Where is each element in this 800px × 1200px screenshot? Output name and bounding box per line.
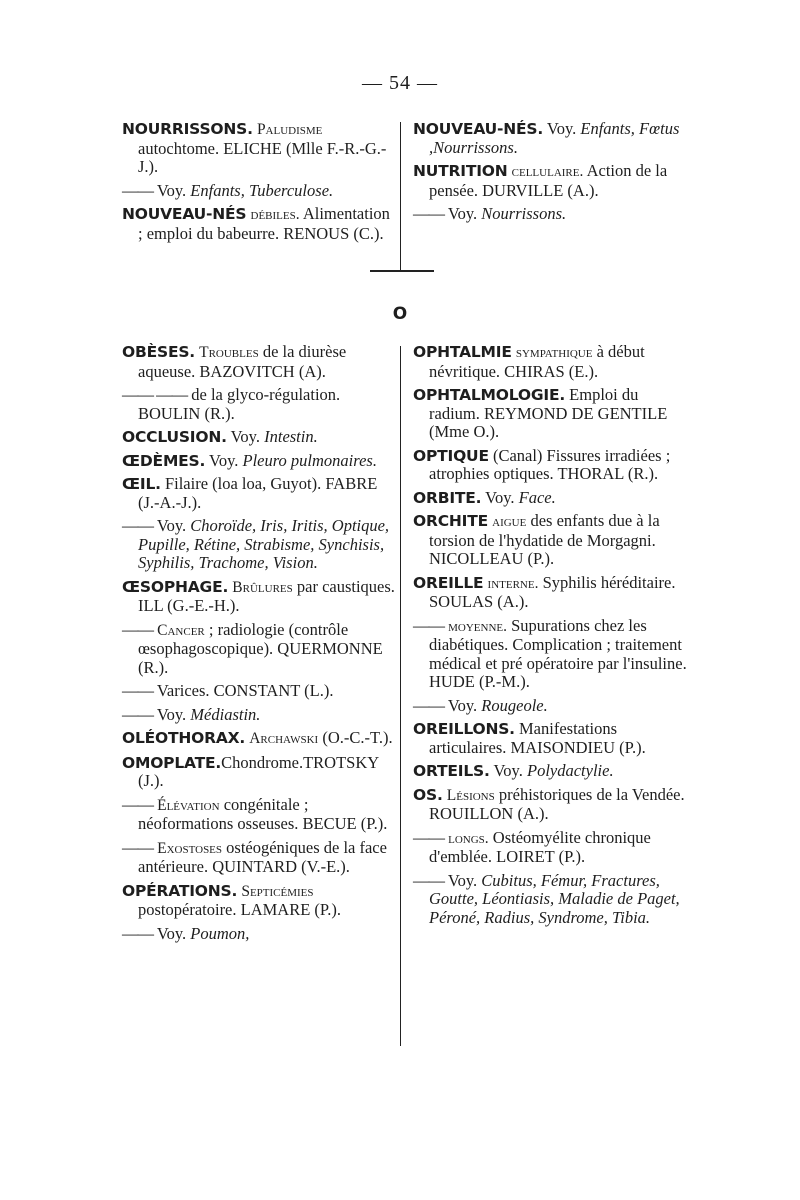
top-right-column xyxy=(413,120,688,229)
entry-dash: —— xyxy=(122,794,153,814)
index-entry xyxy=(122,754,397,791)
index-entry xyxy=(413,829,688,867)
entry-headword: ŒDÈMES. xyxy=(122,451,206,470)
index-entry xyxy=(413,574,688,612)
top-left-column xyxy=(122,120,397,248)
entry-text: Alimentation ; emploi du babeurre. RENOUS (C.). xyxy=(138,204,390,243)
entry-subhead: Septicémies xyxy=(241,882,314,900)
entry-text: Voy. xyxy=(481,487,519,507)
main-right-column xyxy=(413,343,688,932)
entry-dash: —— xyxy=(122,619,153,639)
entry-text: Voy. xyxy=(543,119,581,138)
entry-headword: OREILLE xyxy=(413,573,484,592)
entry-text: ; radiologie (contrôle œsophagoscopique). QUERMONNE (R.). xyxy=(138,619,383,677)
index-entry xyxy=(413,697,688,716)
entry-text: Voy. xyxy=(226,427,265,446)
index-entry xyxy=(122,796,397,834)
entry-text: Voy. xyxy=(489,761,527,780)
index-entry xyxy=(413,162,688,200)
index-entry xyxy=(122,839,397,877)
entry-headword: OBÈSES. xyxy=(122,343,195,361)
entry-dash: —— xyxy=(413,204,444,223)
entry-text: Voy. xyxy=(205,450,243,470)
entry-headword: ŒSOPHAGE. xyxy=(122,577,229,596)
entry-dash: —— xyxy=(122,704,153,724)
entry-text: Voy. xyxy=(153,704,191,724)
entry-subhead: interne. xyxy=(487,574,539,592)
entry-crossref: Intestin. xyxy=(264,427,318,446)
entry-dash: —— —— xyxy=(122,385,188,404)
index-entry xyxy=(122,343,397,381)
entry-headword: NOURRISSONS. xyxy=(122,120,253,138)
entry-subhead: Brûlures xyxy=(232,578,293,596)
entry-headword: OPTIQUE xyxy=(413,446,489,465)
entry-text: Voy. xyxy=(444,204,482,223)
entry-text: ostéogéniques de la face antérieure. QUINTARD (V.-E.). xyxy=(138,837,387,876)
index-entry xyxy=(413,205,688,224)
index-entry xyxy=(122,182,397,201)
index-entry xyxy=(122,682,397,701)
entry-headword: OPHTALMIE xyxy=(413,343,512,361)
entry-text: préhistoriques de la Vendée. ROUILLON (A.). xyxy=(429,784,685,823)
section-rule xyxy=(370,270,434,272)
index-entry xyxy=(413,786,688,824)
entry-subhead: Élévation xyxy=(157,796,220,814)
index-entry xyxy=(122,925,397,944)
index-entry xyxy=(122,120,397,177)
entry-dash: —— xyxy=(413,827,444,847)
index-entry xyxy=(413,489,688,508)
entry-text: autochtome. ELICHE (Mlle F.-R.-G.-J.). xyxy=(138,138,387,176)
entry-crossref: Pleuro pulmonaires. xyxy=(242,450,377,470)
entry-crossref: Polydactylie. xyxy=(526,761,614,780)
entry-headword: OREILLONS. xyxy=(413,720,515,738)
index-entry xyxy=(413,762,688,781)
page-number: — 54 — xyxy=(362,72,438,94)
index-entry xyxy=(122,578,397,616)
column-divider-top xyxy=(400,122,401,270)
entry-subhead: aigue xyxy=(492,513,527,530)
entry-subhead: Cancer xyxy=(157,621,205,639)
entry-text: congénitale ; néoformations osseuses. BECUE (P.). xyxy=(138,794,388,833)
entry-text: Voy. xyxy=(444,870,482,890)
entry-headword: ORBITE. xyxy=(413,488,482,507)
entry-dash: —— xyxy=(122,837,153,857)
entry-headword: ŒIL. xyxy=(122,475,161,493)
entry-crossref: Enfants, Tuberculose. xyxy=(190,180,334,200)
entry-crossref: Nourrissons. xyxy=(481,204,567,223)
index-entry xyxy=(122,706,397,725)
index-entry xyxy=(413,447,688,484)
entry-text: Chondrome.TROTSKY (J.). xyxy=(138,752,379,790)
entry-text: Ostéomyélite chronique d'emblée. LOIRET (P.). xyxy=(429,827,651,866)
entry-headword: NUTRITION xyxy=(413,162,508,180)
entry-crossref: Choroïde, Iris, Iritis, Optique, Pupille, Rétine, Strabisme, Synchisis, Syphilis, Trachome, Vision. xyxy=(138,516,390,572)
section-letter: O xyxy=(392,304,408,324)
entry-text: Manifestations articulaires. MAISONDIEU (P.). xyxy=(429,719,646,757)
entry-subhead: Exostoses xyxy=(157,839,223,857)
index-entry xyxy=(413,512,688,569)
entry-text: par caustiques. ILL (G.-E.-H.). xyxy=(138,576,395,615)
entry-text: Emploi du radium. REYMOND DE GENTILE (Mme O.). xyxy=(429,385,668,441)
entry-dash: —— xyxy=(122,180,153,200)
index-entry xyxy=(122,205,397,243)
entry-dash: —— xyxy=(122,681,153,700)
entry-text: postopératoire. LAMARE (P.). xyxy=(138,900,342,919)
entry-headword: OPÉRATIONS. xyxy=(122,881,238,900)
entry-subhead: débiles. xyxy=(250,206,300,223)
entry-text: à début névritique. CHIRAS (E.). xyxy=(429,342,645,381)
index-entry xyxy=(413,617,688,692)
entry-subhead: sympathique xyxy=(515,344,593,361)
index-entry xyxy=(122,452,397,471)
index-entry xyxy=(413,720,688,757)
entry-crossref: Cubitus, Fémur, Fractures, Goutte, Léontiasis, Maladie de Paget, Péroné, Radius, Syndrome, Tibia. xyxy=(429,870,680,927)
entry-crossref: Enfants, Fœtus ,Nourrissons. xyxy=(429,119,680,157)
entry-headword: OLÉOTHORAX. xyxy=(122,729,246,747)
entry-subhead: Paludisme xyxy=(256,121,323,138)
entry-headword: NOUVEAU-NÉS xyxy=(122,205,247,223)
index-entry xyxy=(122,517,397,573)
entry-dash: —— xyxy=(122,923,153,943)
entry-text: de la diurèse aqueuse. BAZOVITCH (A). xyxy=(138,342,347,381)
entry-headword: OS. xyxy=(413,785,443,804)
entry-subhead: Troubles xyxy=(199,344,259,361)
index-entry xyxy=(413,872,688,928)
entry-headword: NOUVEAU-NÉS. xyxy=(413,120,544,138)
entry-text: Voy. xyxy=(153,923,191,943)
index-entry xyxy=(122,621,397,678)
index-entry xyxy=(122,428,397,447)
index-entry xyxy=(413,386,688,442)
column-divider-main xyxy=(400,346,401,1046)
entry-headword: OCCLUSION. xyxy=(122,428,227,446)
entry-text: Voy. xyxy=(153,516,191,535)
entry-text: (O.-C.-T.). xyxy=(318,728,393,747)
index-entry xyxy=(413,120,688,157)
entry-text: Action de la pensée. DURVILLE (A.). xyxy=(429,161,668,200)
entry-text: des enfants due à la torsion de l'hydatide de Morgagni. NICOLLEAU (P.). xyxy=(429,511,660,568)
entry-subhead: moyenne. xyxy=(448,617,507,635)
entry-subhead: Archawski xyxy=(249,730,319,747)
entry-text: (Canal) Fissures irradiées ; atrophies optiques. THORAL (R.). xyxy=(429,445,671,483)
entry-text: Filaire (loa loa, Guyot). FABRE (J.-A.-J.). xyxy=(138,474,378,512)
entry-headword: OPHTALMOLOGIE. xyxy=(413,386,566,404)
entry-crossref: Poumon, xyxy=(190,923,250,943)
entry-headword: ORTEILS. xyxy=(413,762,490,780)
entry-crossref: Médiastin. xyxy=(190,704,261,724)
entry-subhead: cellulaire. xyxy=(511,163,584,180)
entry-headword: OMOPLATE. xyxy=(122,753,222,772)
entry-subhead: Lésions xyxy=(446,786,495,804)
index-entry xyxy=(122,882,397,920)
entry-dash: —— xyxy=(413,615,444,635)
entry-headword: ORCHITE xyxy=(413,512,488,530)
entry-subhead: longs. xyxy=(448,829,489,847)
entry-text: Supurations chez les diabétiques. Complication ; traitement médical et pré opératoire par l'insuline. HUDE (P.-M.). xyxy=(429,615,687,691)
entry-crossref: Face. xyxy=(518,487,556,507)
index-entry xyxy=(122,729,397,749)
entry-dash: —— xyxy=(122,516,153,535)
entry-dash: —— xyxy=(413,695,444,715)
entry-text: Syphilis héréditaire. SOULAS (A.). xyxy=(429,572,676,611)
main-left-column xyxy=(122,343,397,948)
entry-text: Voy. xyxy=(444,695,482,715)
entry-crossref: Rougeole. xyxy=(481,695,548,715)
index-entry xyxy=(413,343,688,381)
entry-text: Voy. xyxy=(153,180,191,200)
entry-dash: —— xyxy=(413,870,444,890)
entry-text: de la glyco-régulation. BOULIN (R.). xyxy=(138,385,341,423)
index-entry xyxy=(122,475,397,512)
entry-text: Varices. CONSTANT (L.). xyxy=(153,681,334,700)
index-entry xyxy=(122,386,397,423)
